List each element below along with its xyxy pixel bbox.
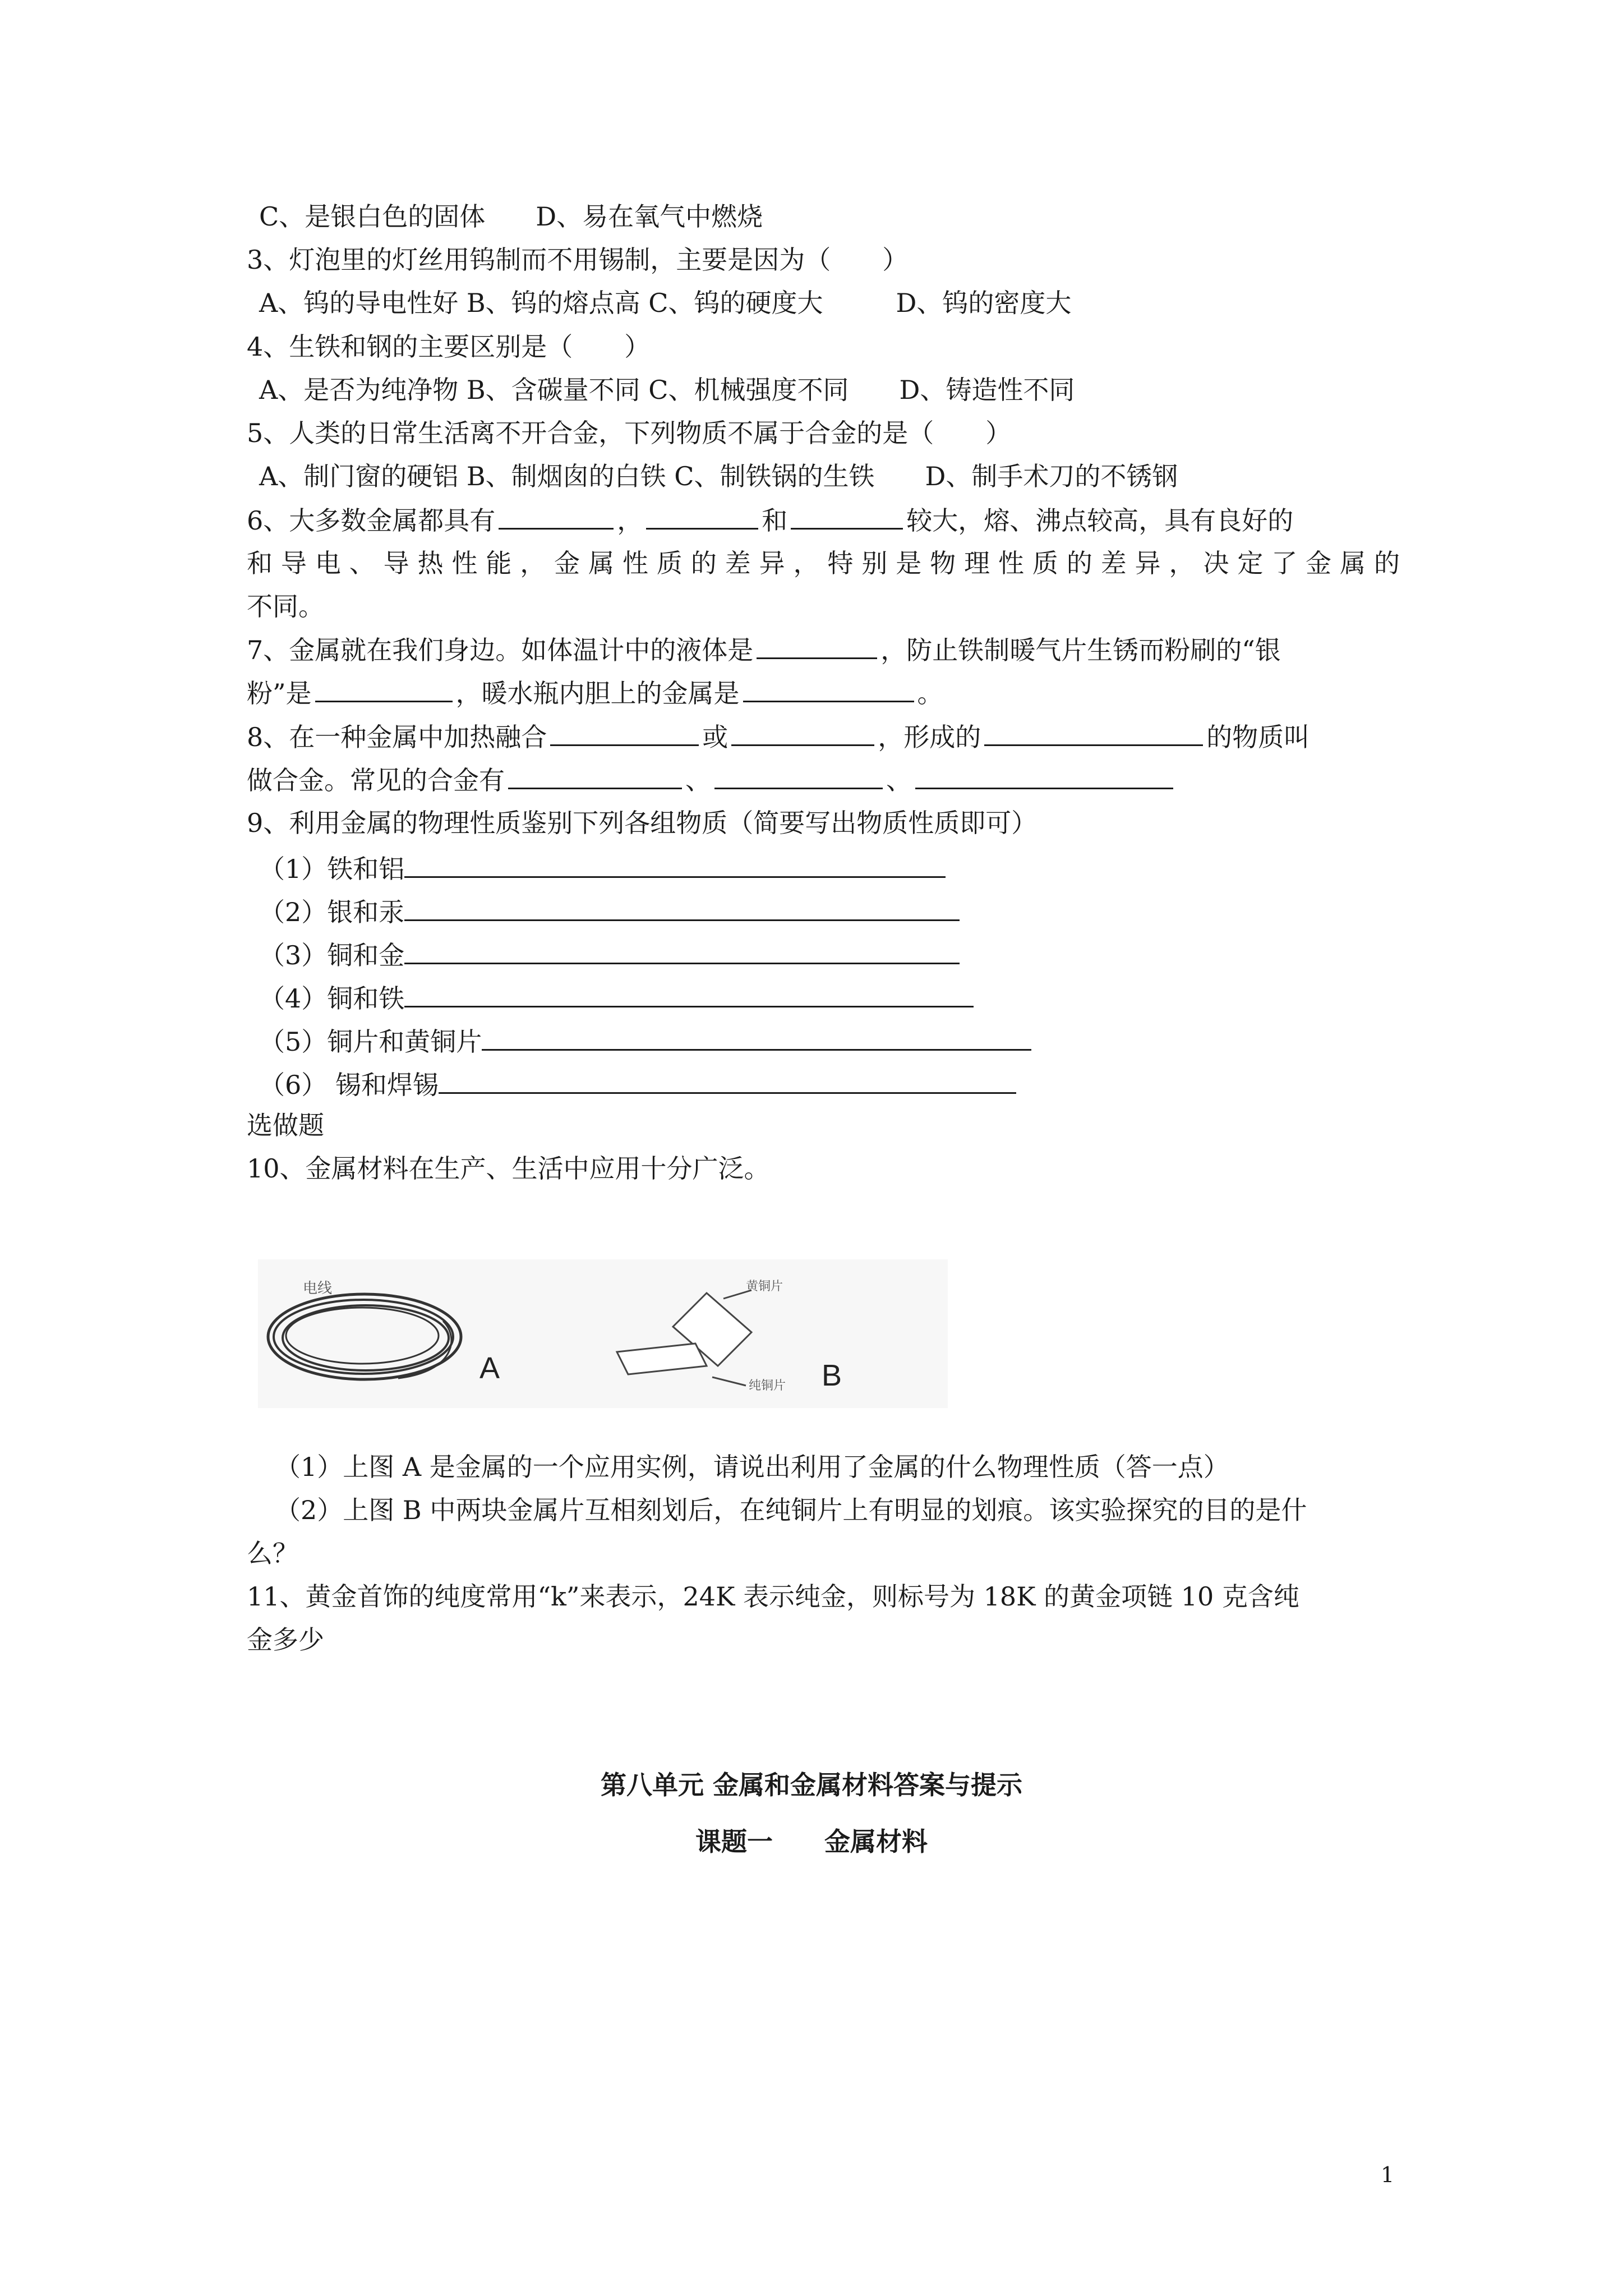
optional-section-title: 选做题 (247, 1110, 324, 1140)
question-11-line-2: 金多少 (247, 1625, 324, 1655)
question-4: 4、生铁和钢的主要区别是（ ） (247, 332, 651, 362)
figure-illustration (258, 1259, 948, 1408)
q7-text-a: 7、金属就在我们身边。如体温计中的液体是 (247, 635, 754, 665)
question-5-options (259, 459, 1437, 493)
answer-blank[interactable] (915, 763, 1173, 789)
question-9-item-3 (259, 936, 1437, 972)
option-c: C、是银白色的固体 (259, 201, 486, 232)
options-abc: A、钨的导电性好 B、钨的熔点高 C、钨的硬度大 (259, 288, 823, 318)
options-abc: A、是否为纯净物 B、含碳量不同 C、机械强度不同 (259, 375, 849, 405)
question-10-part-2-line-1: （2）上图 B 中两块金属片互相刻划后，在纯铜片上有明显的划痕。该实验探究的目的是什 (275, 1495, 1307, 1525)
question-10: 10、金属材料在生产、生活中应用十分广泛。 (247, 1153, 770, 1184)
question-3-options (259, 286, 1437, 320)
q6-text-c: 和 (762, 505, 788, 536)
item-label: （3）铜和金 (259, 940, 405, 970)
question-9-item-5 (259, 1022, 1437, 1059)
copper-plate-label: 纯铜片 (749, 1379, 786, 1393)
topic-heading: 课题一 金属材料 (695, 1826, 928, 1857)
answer-blank[interactable] (508, 763, 682, 789)
option-d: D、制手术刀的不锈钢 (925, 461, 1178, 491)
question-6-line-2: 和导电、导热性能，金属性质的差异，特别是物理性质的差异，决定了金属的 (247, 548, 1400, 578)
q7-text-d: ，暖水瓶内胆上的金属是 (455, 678, 740, 708)
item-label: （6） 锡和焊锡 (259, 1070, 439, 1100)
answer-line[interactable] (439, 1065, 1016, 1094)
question-8-line-2 (247, 763, 1424, 797)
page-number: 1 (1381, 2162, 1395, 2187)
question-9-item-6 (259, 1065, 1437, 1102)
answer-line[interactable] (404, 892, 960, 921)
answer-blank[interactable] (550, 720, 699, 746)
q8-text-e: 做合金。常见的合金有 (247, 765, 505, 795)
q7-text-e: 。 (917, 678, 943, 708)
answer-blank[interactable] (714, 763, 883, 789)
figure-metal-applications (258, 1259, 948, 1408)
answer-line[interactable] (404, 979, 974, 1007)
answer-line[interactable] (404, 849, 946, 878)
question-10-part-2-line-2: 么？ (247, 1538, 298, 1568)
answer-blank[interactable] (499, 503, 614, 530)
question-7-line-1 (247, 633, 1424, 667)
q7-text-b: ，防止铁制暖气片生锈而粉刷的“银 (880, 635, 1281, 665)
question-7-line-2 (247, 676, 1424, 710)
answer-blank[interactable] (743, 676, 914, 702)
item-label: （5）铜片和黄铜片 (259, 1027, 482, 1057)
item-label: （4）铜和铁 (259, 983, 405, 1014)
q8-text-c: ，形成的 (878, 722, 981, 752)
q6-text-a: 6、大多数金属都具有 (247, 505, 496, 536)
question-2-options-cd (259, 200, 1437, 233)
options-abc: A、制门窗的硬铝 B、制烟囱的白铁 C、制铁锅的生铁 (259, 461, 875, 491)
question-10-part-1: （1）上图 A 是金属的一个应用实例，请说出利用了金属的什么物理性质（答一点） (275, 1452, 1229, 1482)
brass-plate-label: 黄铜片 (746, 1280, 783, 1294)
q8-text-d: 的物质叫 (1206, 722, 1310, 752)
figure-label-b: B (822, 1359, 842, 1392)
q7-text-c: 粉”是 (247, 678, 312, 708)
answer-line[interactable] (404, 936, 960, 964)
question-8-line-1 (247, 720, 1424, 754)
q6-text-d: 较大，熔、沸点较高，具有良好的 (906, 505, 1294, 536)
answer-blank[interactable] (984, 720, 1203, 746)
answer-line[interactable] (482, 1022, 1031, 1051)
question-6-line-1 (247, 503, 1424, 537)
q6-text-b: ， (617, 505, 643, 536)
answer-blank[interactable] (791, 503, 903, 530)
answer-section-heading: 第八单元 金属和金属材料答案与提示 (600, 1770, 1022, 1800)
figure-label-a: A (479, 1351, 500, 1385)
question-3: 3、灯泡里的灯丝用钨制而不用锡制，主要是因为（ ） (247, 245, 909, 275)
question-4-options (259, 373, 1437, 407)
answer-blank[interactable] (315, 676, 453, 702)
item-label: （1）铁和铝 (259, 854, 405, 884)
question-5: 5、人类的日常生活离不开合金，下列物质不属于合金的是（ ） (247, 418, 1012, 448)
q8-text-a: 8、在一种金属中加热融合 (247, 722, 547, 752)
question-9-item-1 (259, 849, 1437, 886)
item-label: （2）银和汞 (259, 897, 405, 927)
q8-text-f: 、 (685, 765, 711, 795)
question-6-line-3: 不同。 (247, 591, 324, 622)
figure-background (258, 1259, 948, 1408)
answer-blank[interactable] (757, 633, 877, 659)
question-9-item-4 (259, 979, 1437, 1015)
wire-label: 电线 (303, 1280, 333, 1297)
q8-text-b: 或 (702, 722, 728, 752)
question-9: 9、利用金属的物理性质鉴别下列各组物质（简要写出物质性质即可） (247, 808, 1038, 838)
answer-blank[interactable] (731, 720, 874, 746)
answer-blank[interactable] (646, 503, 758, 530)
question-9-item-2 (259, 892, 1437, 929)
question-11-line-1: 11、黄金首饰的纯度常用“k”来表示，24K 表示纯金，则标号为 18K 的黄金项链 10 克含纯 (247, 1581, 1299, 1612)
option-d: D、铸造性不同 (899, 375, 1075, 405)
q8-text-g: 、 (886, 765, 912, 795)
option-d: D、钨的密度大 (896, 288, 1072, 318)
option-d: D、易在氧气中燃烧 (536, 201, 763, 232)
